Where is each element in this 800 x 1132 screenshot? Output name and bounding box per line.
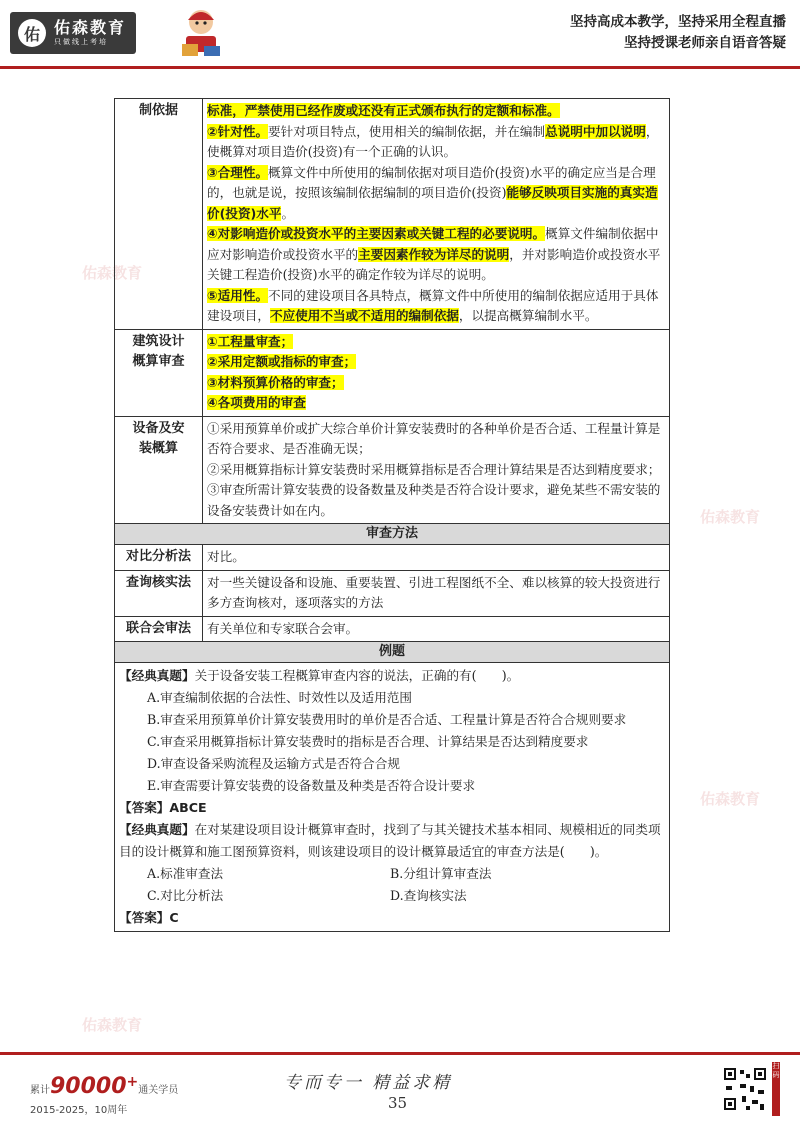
table-row — [115, 99, 670, 330]
qr-code-icon — [722, 1066, 768, 1112]
content-table — [114, 98, 670, 932]
method-name: 对比分析法 — [115, 545, 203, 571]
table-row — [115, 663, 670, 932]
qr-label: 扫码 — [772, 1062, 780, 1116]
row-content: 标准，严禁使用已经作废或还没有正式颁布执行的定额和标准。 ②针对性。要针对项目特点，使用相关的编制依据，并在编制总说明中加以说明，使概算对项目造价(投资)有一个正确的认识。 ③合理性。概算文件中所使用的编制依据对项目造价(投资)水平的确定应当是合理的，也就是说，按照该编制依据编制的项目造价(投资)能够反映项目实施的真实造价(投资)水平。 ④对影响造价或投资水平的主要因素或关键工程的必要说明。概算文件编制依据中应对影响造价或投资水平的主要因素作较为详尽的说明，并对影响造价或投资水平关键工程造价(投资)水平的确定作较为详尽的说明。 ⑤适用性。不同的建设项目各具特点，概算文件中所使用的编制依据应适用于具体建设项目，不应使用不当或不适用的编制依据，以提高概算编制水平。 — [203, 99, 670, 330]
option: B.审查采用预算单价计算安装费用时的单价是否合适、工程量计算是否符合合规则要求 — [147, 712, 627, 727]
watermark: 佑森教育 — [700, 790, 761, 808]
option: D.审查设备采购流程及运输方式是否符合合规 — [147, 756, 400, 771]
list-item: ①工程量审查； — [207, 333, 294, 349]
section-header — [115, 642, 670, 663]
table-row — [115, 416, 670, 524]
list-item: ②采用定额或指标的审查； — [207, 354, 357, 369]
student-count: 90000 — [50, 1074, 127, 1099]
page-number: 35 — [388, 1094, 408, 1112]
logo-icon: 佑 — [18, 19, 46, 47]
footer-stats: 累计90000+通关学员 2015-2025，10周年 — [30, 1074, 179, 1116]
question-stem: 在对某建设项目设计概算审查时，找到了与其关键技术基本相同、规模相近的同类项目的设计概算和施工图预算资料，则该建设项目的设计概算最适宜的审查方法是( )。 — [119, 822, 661, 859]
answer: 【答案】ABCE — [119, 800, 207, 815]
option: C.对比分析法 — [147, 888, 224, 903]
option: A.标准审查法 — [147, 866, 224, 881]
section-title: 例题 — [115, 642, 670, 663]
question-stem: 关于设备安装工程概算审查内容的说法，正确的有( )。 — [194, 668, 520, 683]
brand-logo — [10, 12, 136, 54]
table-row — [115, 329, 670, 416]
logo-name: 佑森教育 — [54, 18, 127, 37]
question-2 — [119, 819, 665, 863]
method-name: 联合会审法 — [115, 616, 203, 642]
page-header — [0, 0, 800, 64]
watermark: 佑森教育 — [700, 508, 761, 526]
row-content — [203, 329, 670, 416]
method-desc: 对一些关键设备和设施、重要装置、引进工程图纸不全、难以核算的较大投资进行多方查询核对，逐项落实的方法 — [203, 570, 670, 616]
slogan — [570, 12, 786, 54]
option: A.审查编制依据的合法性、时效性以及适用范围 — [147, 690, 412, 705]
list-item: ③材料预算价格的审查； — [207, 374, 344, 390]
watermark: 佑森教育 — [82, 264, 143, 282]
question-tag: 【经典真题】 — [119, 668, 195, 683]
list-item: ④各项费用的审查 — [207, 395, 306, 410]
list-item: ③审查所需计算安装费的设备数量及种类是否符合设计要求，避免某些不需安装的设备安装费计如在内。 — [207, 482, 661, 518]
examples-content — [115, 663, 670, 932]
option: D.查询核实法 — [390, 888, 467, 903]
answer: 【答案】C — [119, 910, 179, 925]
row-label: 设备及安 装概算 — [115, 416, 203, 524]
table-row — [115, 616, 670, 642]
anniversary-text: 2015-2025，10周年 — [30, 1105, 128, 1116]
table-row — [115, 570, 670, 616]
table-row — [115, 545, 670, 571]
mascot-icon — [178, 6, 224, 60]
section-header — [115, 524, 670, 545]
method-desc: 有关单位和专家联合会审。 — [203, 616, 670, 642]
row-label: 建筑设计 概算审查 — [115, 329, 203, 416]
header-divider — [0, 66, 800, 69]
row-label: 制依据 — [115, 99, 203, 330]
list-item: ②采用概算指标计算安装费时采用概算指标是否合理计算结果是否达到精度要求； — [207, 461, 661, 477]
method-desc: 对比。 — [203, 545, 670, 571]
question-tag: 【经典真题】 — [119, 822, 195, 837]
option: C.审查采用概算指标计算安装费时的指标是否合理、计算结果是否达到精度要求 — [147, 734, 589, 749]
slogan-line-2: 坚持授课老师亲自语音答疑 — [624, 35, 786, 51]
method-name: 查询核实法 — [115, 570, 203, 616]
logo-subtitle: 只做线上考培 — [54, 38, 108, 46]
option: E.审查需要计算安装费的设备数量及种类是否符合设计要求 — [147, 778, 476, 793]
section-title: 审查方法 — [115, 524, 670, 545]
watermark: 佑森教育 — [82, 1016, 143, 1034]
slogan-line-1: 坚持高成本教学，坚持采用全程直播 — [570, 14, 786, 30]
list-item: ①采用预算单价或扩大综合单价计算安装费时的各种单价是否合适、工程量计算是否符合要求、是否准确无误； — [207, 420, 661, 456]
footer-divider — [0, 1052, 800, 1055]
footer-motto: 专而专一 精益求精 — [284, 1073, 453, 1093]
option: B.分组计算审查法 — [390, 866, 492, 881]
row-content — [203, 416, 670, 524]
question-1 — [119, 665, 665, 687]
